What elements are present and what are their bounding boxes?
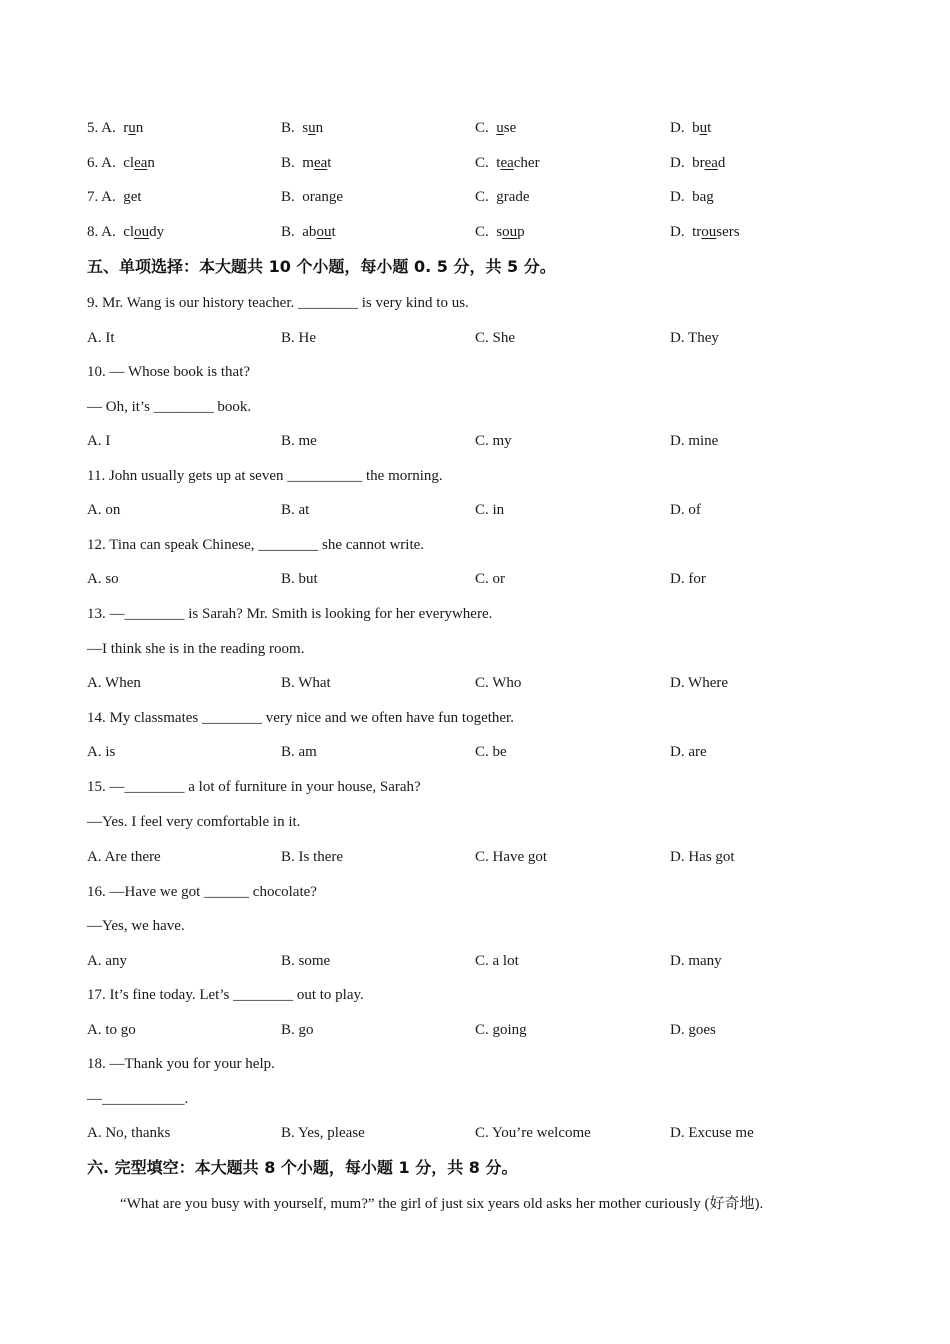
phonetic-question-8 [0, 223, 950, 241]
question-stem: 13. —________ is Sarah? Mr. Smith is looking for her everywhere. [87, 606, 493, 622]
option-a: 6. A. clean [87, 155, 155, 171]
question-options [0, 329, 950, 347]
option-c: C. You’re welcome [475, 1125, 591, 1141]
question-options [0, 1124, 950, 1142]
option-b: B. me [281, 433, 317, 449]
option-c: C. be [475, 744, 507, 760]
option-b: B. am [281, 744, 317, 760]
option-c: C. use [475, 120, 517, 136]
option-a: 5. A. run [87, 120, 144, 136]
question-options [0, 570, 950, 588]
question-stem: 16. —Have we got ______ chocolate? [87, 884, 317, 900]
question-stem-line-2: —Yes, we have. [87, 918, 185, 934]
question-options [0, 674, 950, 692]
option-c: C. or [475, 571, 505, 587]
option-c: C. Have got [475, 849, 548, 865]
option-b: B. He [281, 330, 316, 346]
question-stem: 17. It’s fine today. Let’s ________ out to play. [87, 987, 364, 1003]
option-b: B. orange [281, 189, 344, 205]
question-options [0, 1021, 950, 1039]
option-a: A. It [87, 330, 115, 346]
option-c: C. a lot [475, 953, 519, 969]
option-a: A. so [87, 571, 119, 587]
option-b: B. meat [281, 155, 332, 171]
phonetic-question-5 [0, 119, 950, 137]
option-a: A. on [87, 502, 121, 518]
question-stem-line-2: —___________. [87, 1091, 189, 1107]
option-a: A. to go [87, 1022, 136, 1038]
option-c: C. grade [475, 189, 530, 205]
option-d: D. They [670, 330, 719, 346]
question-stem: 14. My classmates ________ very nice and we often have fun together. [87, 710, 514, 726]
option-b: B. some [281, 953, 331, 969]
option-a: 8. A. cloudy [87, 224, 165, 240]
question-stem-line-2: —Yes. I feel very comfortable in it. [87, 814, 301, 830]
option-c: C. in [475, 502, 505, 518]
option-d: D. but [670, 120, 712, 136]
option-d: D. bag [670, 189, 714, 205]
option-b: B. Yes, please [281, 1125, 365, 1141]
option-c: C. going [475, 1022, 527, 1038]
phonetic-question-7 [0, 188, 950, 206]
option-b: B. Is there [281, 849, 344, 865]
question-stem: 11. John usually gets up at seven __________ the morning. [87, 468, 443, 484]
section-6-heading: 六. 完型填空：本大题共 8 个小题，每小题 1 分，共 8 分。 [87, 1158, 518, 1177]
option-a: A. When [87, 675, 141, 691]
option-d: D. many [670, 953, 722, 969]
question-stem-line-2: — Oh, it’s ________ book. [87, 399, 252, 415]
option-b: B. about [281, 224, 336, 240]
option-d: D. mine [670, 433, 719, 449]
option-b: B. sun [281, 120, 324, 136]
question-stem-line-2: —I think she is in the reading room. [87, 641, 305, 657]
question-options [0, 432, 950, 450]
option-d: D. for [670, 571, 706, 587]
section-5-heading: 五、单项选择：本大题共 10 个小题，每小题 0. 5 分，共 5 分。 [87, 257, 556, 276]
option-d: D. Where [670, 675, 729, 691]
question-options [0, 952, 950, 970]
option-a: 7. A. get [87, 189, 142, 205]
question-stem: 15. —________ a lot of furniture in your house, Sarah? [87, 779, 421, 795]
option-b: B. at [281, 502, 310, 518]
question-options [0, 501, 950, 519]
option-d: D. trousers [670, 224, 740, 240]
option-b: B. but [281, 571, 318, 587]
option-d: D. of [670, 502, 701, 518]
question-stem: 10. — Whose book is that? [87, 364, 251, 380]
question-stem: 18. —Thank you for your help. [87, 1056, 275, 1072]
option-a: A. Are there [87, 849, 161, 865]
option-b: B. What [281, 675, 331, 691]
option-c: C. Who [475, 675, 522, 691]
option-c: C. She [475, 330, 516, 346]
option-b: B. go [281, 1022, 314, 1038]
question-stem: 9. Mr. Wang is our history teacher. ________ is very kind to us. [87, 295, 469, 311]
option-d: D. Has got [670, 849, 735, 865]
option-c: C. soup [475, 224, 525, 240]
option-a: A. No, thanks [87, 1125, 171, 1141]
option-d: D. goes [670, 1022, 716, 1038]
option-c: C. my [475, 433, 512, 449]
passage-line: “What are you busy with yourself, mum?” the girl of just six years old asks her mother curiously (好奇地). [120, 1196, 764, 1212]
option-a: A. I [87, 433, 111, 449]
option-c: C. teacher [475, 155, 540, 171]
option-d: D. bread [670, 155, 726, 171]
phonetic-question-6 [0, 154, 950, 172]
question-options [0, 743, 950, 761]
question-options [0, 848, 950, 866]
option-a: A. is [87, 744, 116, 760]
option-d: D. are [670, 744, 707, 760]
question-stem: 12. Tina can speak Chinese, ________ she cannot write. [87, 537, 425, 553]
option-a: A. any [87, 953, 127, 969]
option-d: D. Excuse me [670, 1125, 754, 1141]
